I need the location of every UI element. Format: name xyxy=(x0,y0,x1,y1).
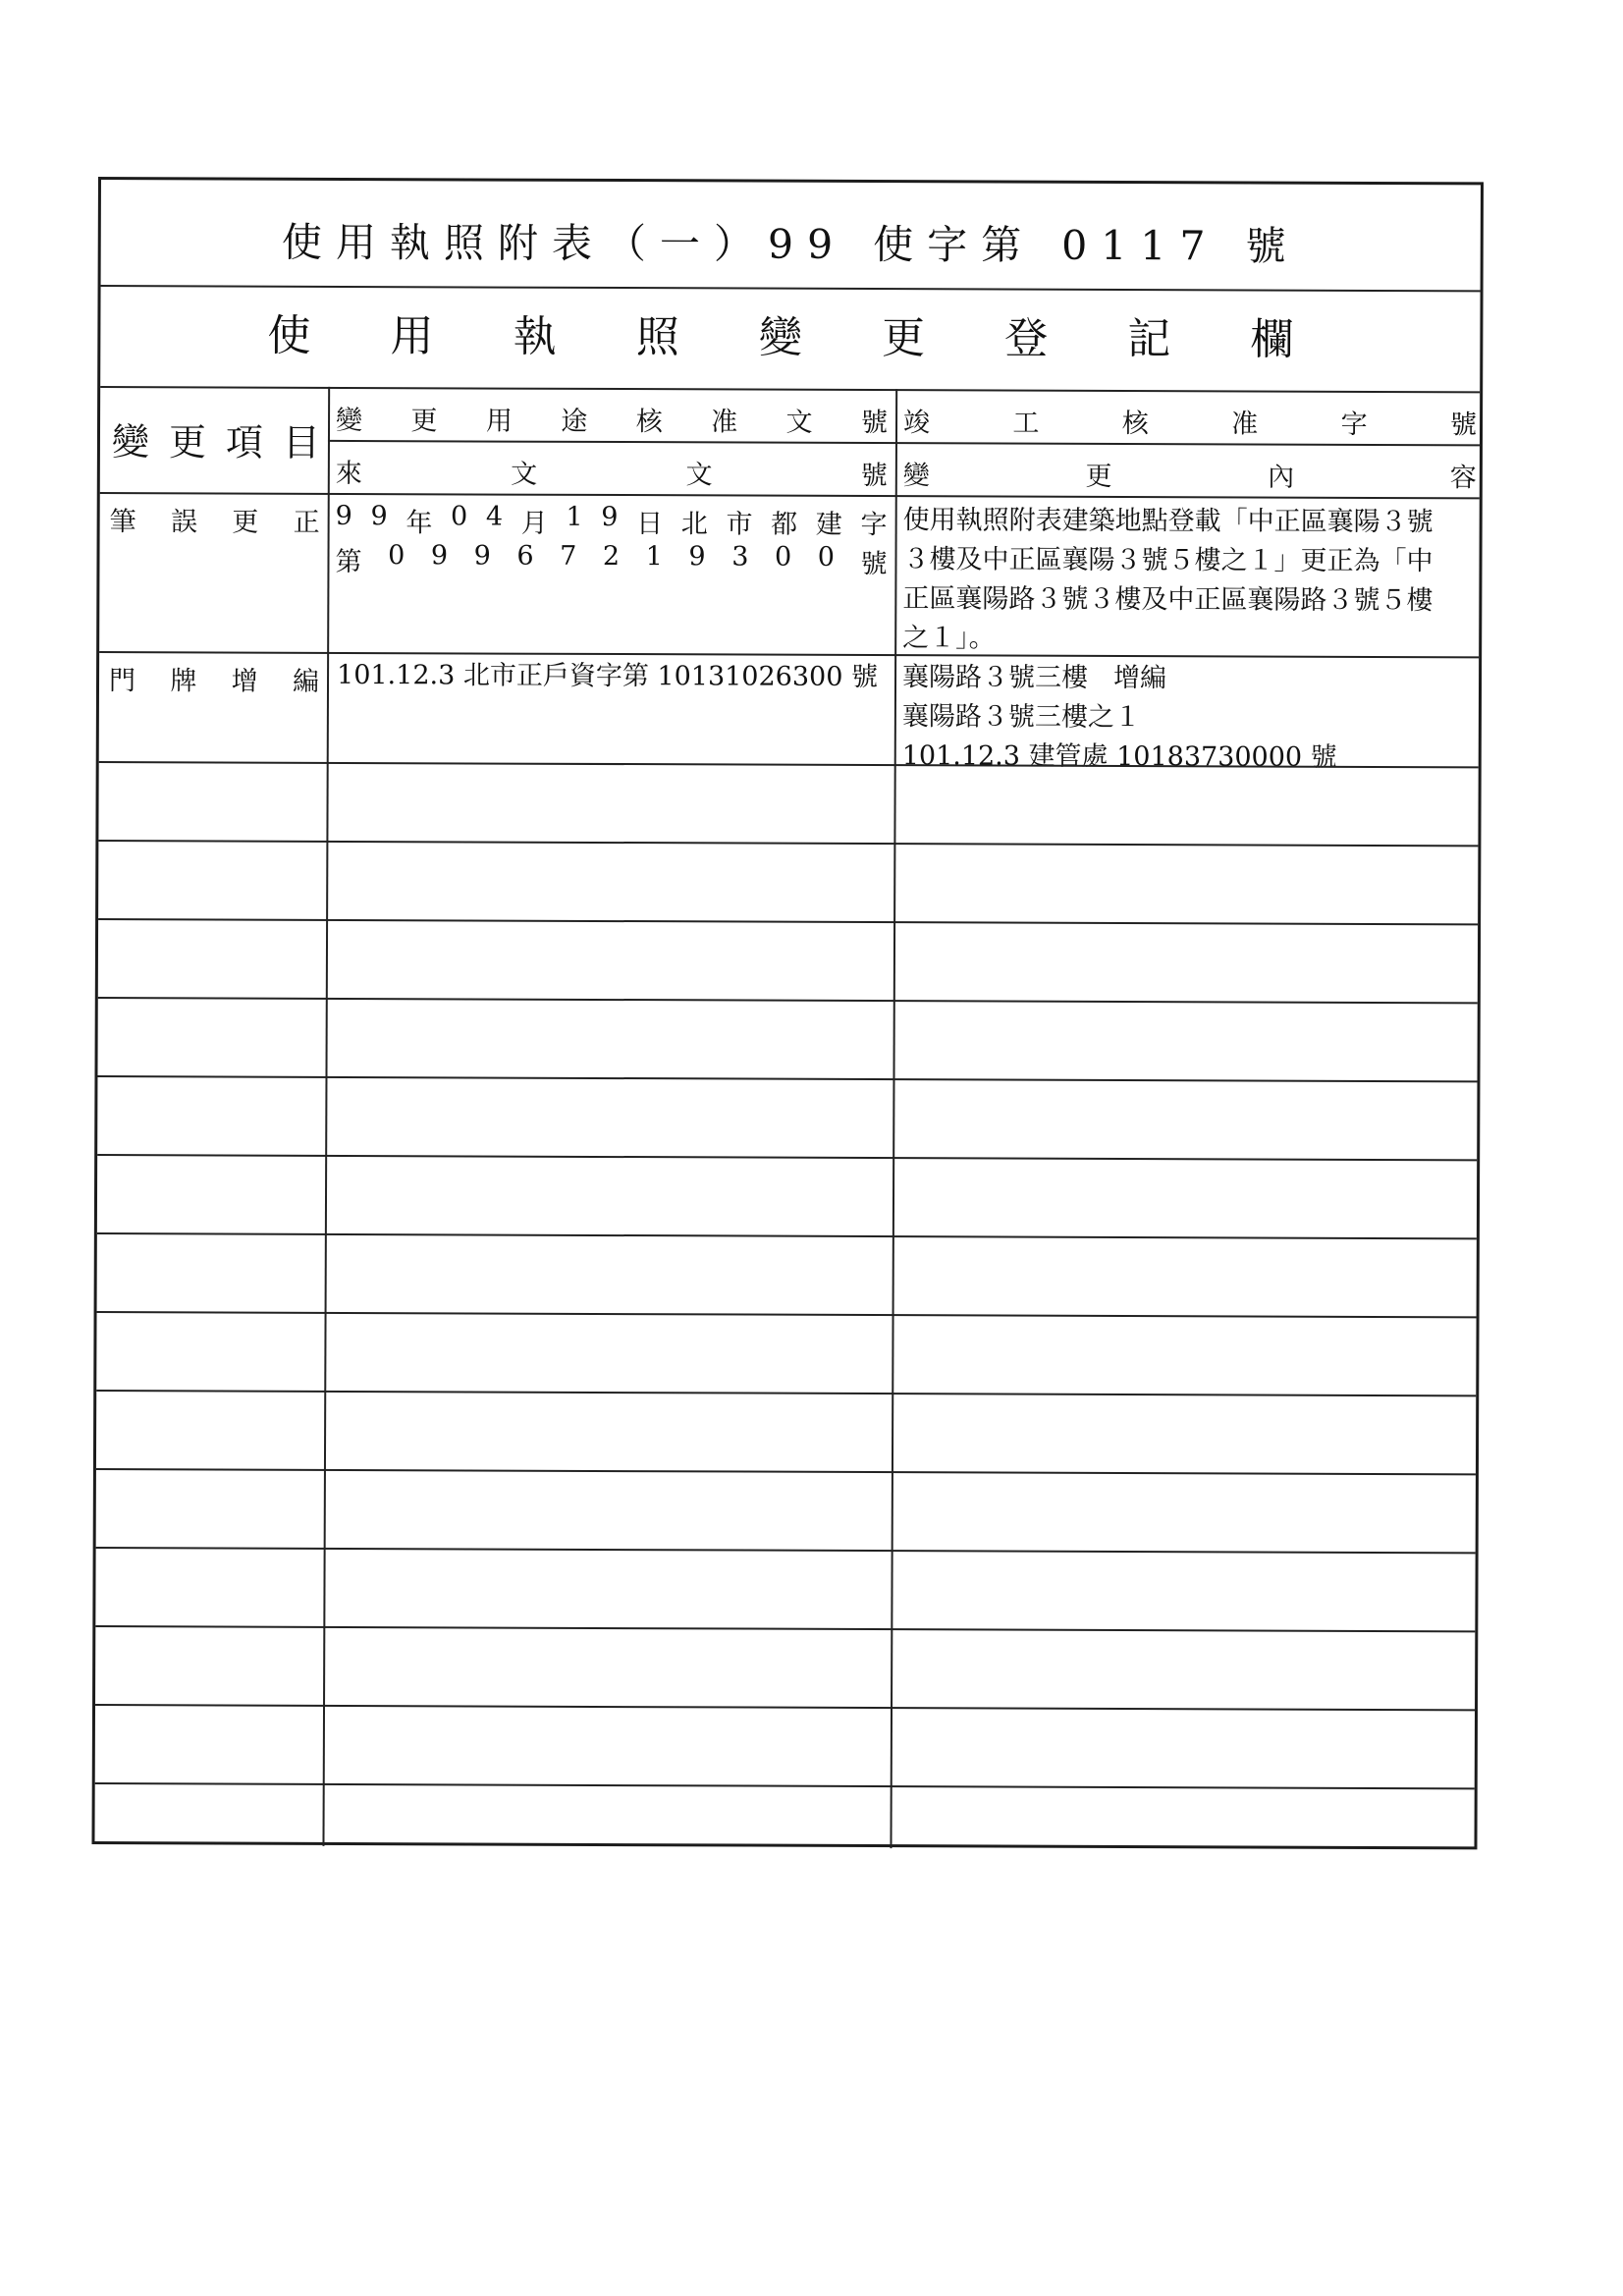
form-char: 變 xyxy=(758,312,802,363)
form-char: 日 xyxy=(636,509,664,540)
row2-content-address: 襄陽路３號三樓 xyxy=(901,662,1089,693)
form-char: 核 xyxy=(635,407,663,438)
form-char: 0 xyxy=(388,540,406,572)
form-char: 9 xyxy=(601,501,619,533)
row-divider xyxy=(97,1311,1477,1318)
row1-content-line: 之１」。 xyxy=(902,623,996,654)
registration-form xyxy=(91,177,1484,1849)
form-char: 號 xyxy=(1449,410,1478,441)
form-char: 0 xyxy=(817,541,835,573)
form-char: 更 xyxy=(881,313,926,364)
row1-content-line: 使用執照附表建築地點登載「中正區襄陽３號 xyxy=(902,505,1434,538)
form-char: 9 xyxy=(688,541,706,573)
form-char: 9 xyxy=(335,500,352,531)
row-divider xyxy=(98,918,1478,925)
form-char: 正 xyxy=(293,507,320,538)
form-char: 4 xyxy=(485,501,504,532)
form-char: 都 xyxy=(771,509,798,540)
form-char: 文 xyxy=(511,459,538,490)
row-divider xyxy=(96,1547,1476,1554)
form-char: 照 xyxy=(635,312,679,363)
form-char: 9 xyxy=(473,540,491,572)
row-divider xyxy=(98,840,1478,847)
form-char: 執 xyxy=(513,311,557,362)
form-char: 3 xyxy=(731,541,749,573)
form-char: 2 xyxy=(602,540,621,573)
form-char: 門 xyxy=(108,666,136,697)
form-char: 用 xyxy=(485,406,513,437)
header-approval-doc-no xyxy=(336,399,888,439)
header-change-item xyxy=(112,411,320,466)
form-char: 途 xyxy=(561,406,588,437)
form-char: 更 xyxy=(232,507,259,538)
header-completion-approval-no xyxy=(903,401,1477,441)
subtitle-divider xyxy=(100,386,1480,393)
form-char: 准 xyxy=(1231,409,1259,440)
form-char: 9 xyxy=(430,540,449,572)
row2-change-content xyxy=(902,658,1337,778)
row2-content-action: 增編 xyxy=(1112,662,1167,694)
form-char: 登 xyxy=(1004,313,1049,364)
row-divider xyxy=(95,1625,1475,1632)
form-char: 號 xyxy=(860,407,889,439)
form-subtitle xyxy=(267,301,1293,367)
form-char: 號 xyxy=(860,460,888,492)
form-char: 來 xyxy=(335,458,362,490)
form-char: 9 xyxy=(370,501,388,532)
form-char: 0 xyxy=(451,501,468,532)
row2-change-item xyxy=(109,659,319,698)
row1-change-content xyxy=(902,501,1434,660)
title-divider xyxy=(101,285,1481,292)
form-char: 市 xyxy=(726,509,753,540)
form-char: 建 xyxy=(815,509,842,540)
form-char: 編 xyxy=(292,666,320,697)
form-char: 內 xyxy=(1268,462,1295,493)
row-divider xyxy=(95,1704,1475,1711)
form-char: 更 xyxy=(1085,461,1112,492)
form-char: 更 xyxy=(410,406,438,437)
form-char: 竣 xyxy=(902,408,931,439)
form-char: 文 xyxy=(685,460,713,491)
form-char: 月 xyxy=(520,508,548,539)
form-char: 項 xyxy=(225,420,264,465)
row-divider xyxy=(97,1075,1477,1082)
form-char: 變 xyxy=(111,420,150,465)
form-char: 容 xyxy=(1449,463,1477,494)
form-char: 增 xyxy=(231,666,258,697)
form-char: 欄 xyxy=(1250,314,1294,365)
header-incoming-doc-no xyxy=(336,452,888,492)
form-title: 使用執照附表（一）99 使字第 0117 號 xyxy=(281,218,1300,270)
form-char: 變 xyxy=(902,461,930,492)
form-char: 變 xyxy=(335,405,363,437)
form-char: 號 xyxy=(860,548,888,580)
row1-change-item xyxy=(110,500,320,539)
row-divider xyxy=(95,1782,1475,1789)
row2-doc-line1: 101.12.3 北市正戶資字第 10131026300 號 xyxy=(336,659,879,693)
form-char: 牌 xyxy=(170,666,197,697)
row1-content-line: ３樓及中正區襄陽３號５樓之１」更正為「中 xyxy=(902,544,1434,577)
row-divider xyxy=(97,1232,1477,1239)
form-char: 工 xyxy=(1012,408,1040,439)
form-char: 筆 xyxy=(109,507,136,538)
form-char: 字 xyxy=(860,509,888,541)
form-char: 目 xyxy=(282,420,321,465)
form-char: 年 xyxy=(406,508,433,539)
form-char: 更 xyxy=(168,420,207,465)
form-char: 第 xyxy=(335,546,362,578)
row1-doc-line2 xyxy=(335,540,887,580)
row1-content-line: 正區襄陽路３號３樓及中正區襄陽路３號５樓 xyxy=(902,583,1434,617)
row2-content-reference: 101.12.3 建管處 10183730000 號 xyxy=(901,740,1337,773)
form-char: 字 xyxy=(1340,409,1368,440)
form-char: 用 xyxy=(390,311,434,362)
row-divider xyxy=(96,1468,1476,1475)
form-char: 北 xyxy=(680,509,708,540)
header-mid-divider xyxy=(328,440,1480,447)
form-char: 0 xyxy=(774,541,792,573)
row1-doc-line1 xyxy=(336,501,888,541)
form-char: 誤 xyxy=(170,507,198,538)
form-char: 准 xyxy=(711,407,738,438)
row2-content-new-address: 襄陽路３號三樓之１ xyxy=(901,701,1141,734)
form-char: 核 xyxy=(1121,409,1149,440)
form-char: 記 xyxy=(1127,314,1171,365)
row-divider xyxy=(96,1390,1476,1396)
form-char: 文 xyxy=(785,407,813,438)
header-change-content xyxy=(903,454,1477,494)
form-char: 6 xyxy=(516,540,534,572)
row-divider xyxy=(97,1154,1477,1161)
form-char: 7 xyxy=(560,540,577,572)
form-char: 1 xyxy=(566,501,583,532)
form-char: 使 xyxy=(267,310,311,361)
row-divider xyxy=(98,997,1478,1004)
form-char: 1 xyxy=(645,541,663,573)
